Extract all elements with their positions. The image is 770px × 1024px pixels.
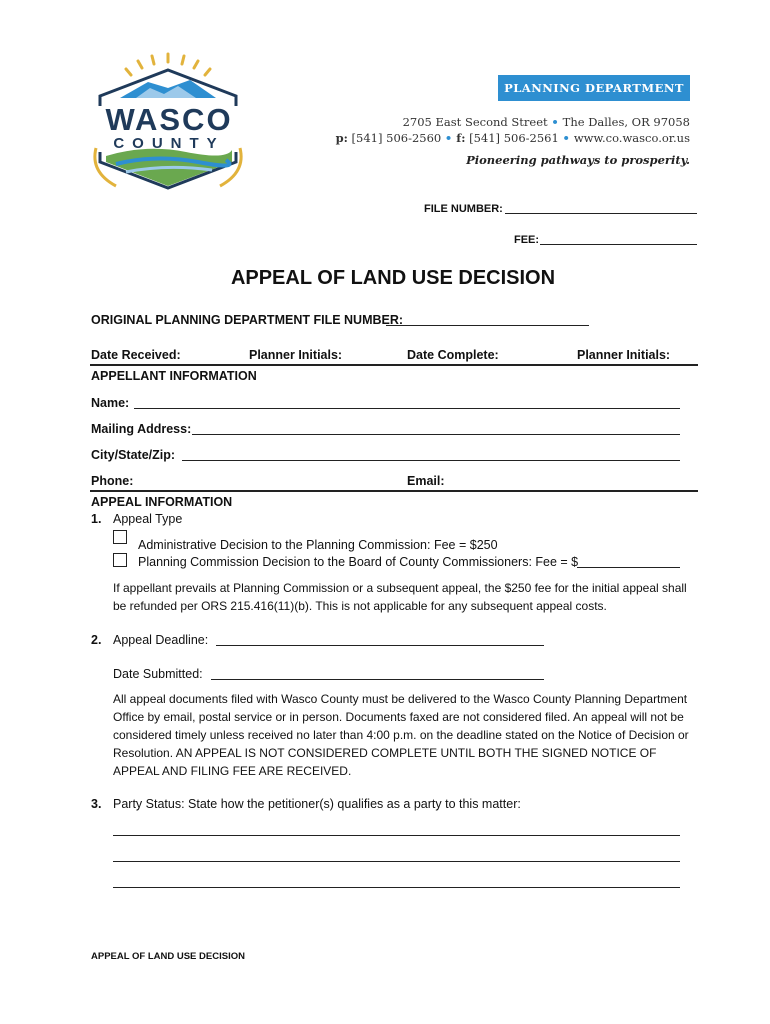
fax-number: [541] 506-2561 [469,131,559,145]
mailing-address-label: Mailing Address: [91,422,192,436]
bullet-icon: • [551,115,563,129]
footer-title: APPEAL OF LAND USE DECISION [91,951,245,962]
name-label: Name: [91,396,130,410]
file-number-label: FILE NUMBER: [424,203,503,215]
name-field[interactable] [134,408,680,409]
website-link[interactable]: www.co.wasco.or.us [573,131,690,145]
date-received-label: Date Received: [91,348,181,362]
planner-initials-label-2: Planner Initials: [577,348,671,362]
city-state-zip-field[interactable] [182,460,680,461]
logo-wordmark-bottom: COUNTY [113,135,225,152]
date-submitted-label: Date Submitted: [113,667,203,681]
planner-initials-label: Planner Initials: [249,348,343,362]
date-submitted-field[interactable] [211,679,544,680]
original-file-number-field[interactable] [386,325,589,326]
appeal-deadline-field[interactable] [216,645,544,646]
file-number-field[interactable] [505,213,697,214]
section-divider [90,364,698,366]
party-status-label: Party Status: State how the petitioner(s) qualifies as a party to this matter: [113,797,521,811]
bullet-icon: • [562,131,574,145]
phone-label: Phone: [91,474,134,488]
appellant-heading: APPELLANT INFORMATION [91,369,257,383]
admin-decision-option: Administrative Decision to the Planning Commission: Fee = $250 [138,538,498,552]
section-divider [90,490,698,492]
mailing-address-field[interactable] [192,434,680,435]
refund-note: If appellant prevails at Planning Commission or a subsequent appeal, the $250 fee for the initial appeal shall be refunded per ORS 215.416(11)(b). This is not applicable for any subsequent appeal costs. [113,581,687,613]
address-line [403,115,690,129]
fee-label: FEE: [514,234,540,246]
fee-field[interactable] [540,244,697,245]
item-number-2: 2. [91,633,102,647]
city-state-zip: The Dalles, OR 97058 [562,115,690,129]
tagline: Pioneering pathways to prosperity. [466,153,690,167]
commission-decision-option: Planning Commission Decision to the Board of County Commissioners: Fee = $ [138,555,579,569]
form-title: APPEAL OF LAND USE DECISION [230,267,556,289]
delivery-note: All appeal documents filed with Wasco County must be delivered to the Wasco County Planning Department Office by email, postal service or in person. Documents faxed are not considered filed. An appeal will not be considered timely unless received no later than 4:00 p.m. on the deadline stated on the Notice of Decision or Resolution. AN APPEAL IS NOT CONSIDERED COMPLETE UNTIL BOTH THE SIGNED NOTICE OF APPEAL AND FILING FEE ARE RECEIVED. [113,692,689,778]
wasco-county-logo [86,52,250,192]
bullet-icon: • [444,131,457,145]
item-number-3: 3. [91,797,102,811]
party-status-line-1[interactable] [113,835,680,836]
city-state-zip-label: City/State/Zip: [91,448,176,462]
email-label: Email: [407,474,445,488]
department-banner: PLANNING DEPARTMENT [498,75,690,101]
party-status-line-2[interactable] [113,861,680,862]
street-address: 2705 East Second Street [402,115,548,129]
item-number-1: 1. [91,512,102,526]
appeal-info-heading: APPEAL INFORMATION [91,495,233,509]
appeal-deadline-label: Appeal Deadline: [113,633,209,647]
appeal-type-label: Appeal Type [113,512,183,526]
commission-fee-field[interactable] [577,567,680,568]
contact-line [336,131,690,145]
phone-number: [541] 506-2560 [351,131,442,145]
fax-prefix: f: [456,131,466,145]
party-status-line-3[interactable] [113,887,680,888]
logo-wordmark-top: WASCO [105,102,233,137]
original-file-number-label: ORIGINAL PLANNING DEPARTMENT FILE NUMBER: [91,313,404,327]
admin-decision-checkbox[interactable] [113,530,127,544]
phone-prefix: p: [335,131,348,145]
commission-decision-checkbox[interactable] [113,553,127,567]
date-complete-label: Date Complete: [407,348,499,362]
